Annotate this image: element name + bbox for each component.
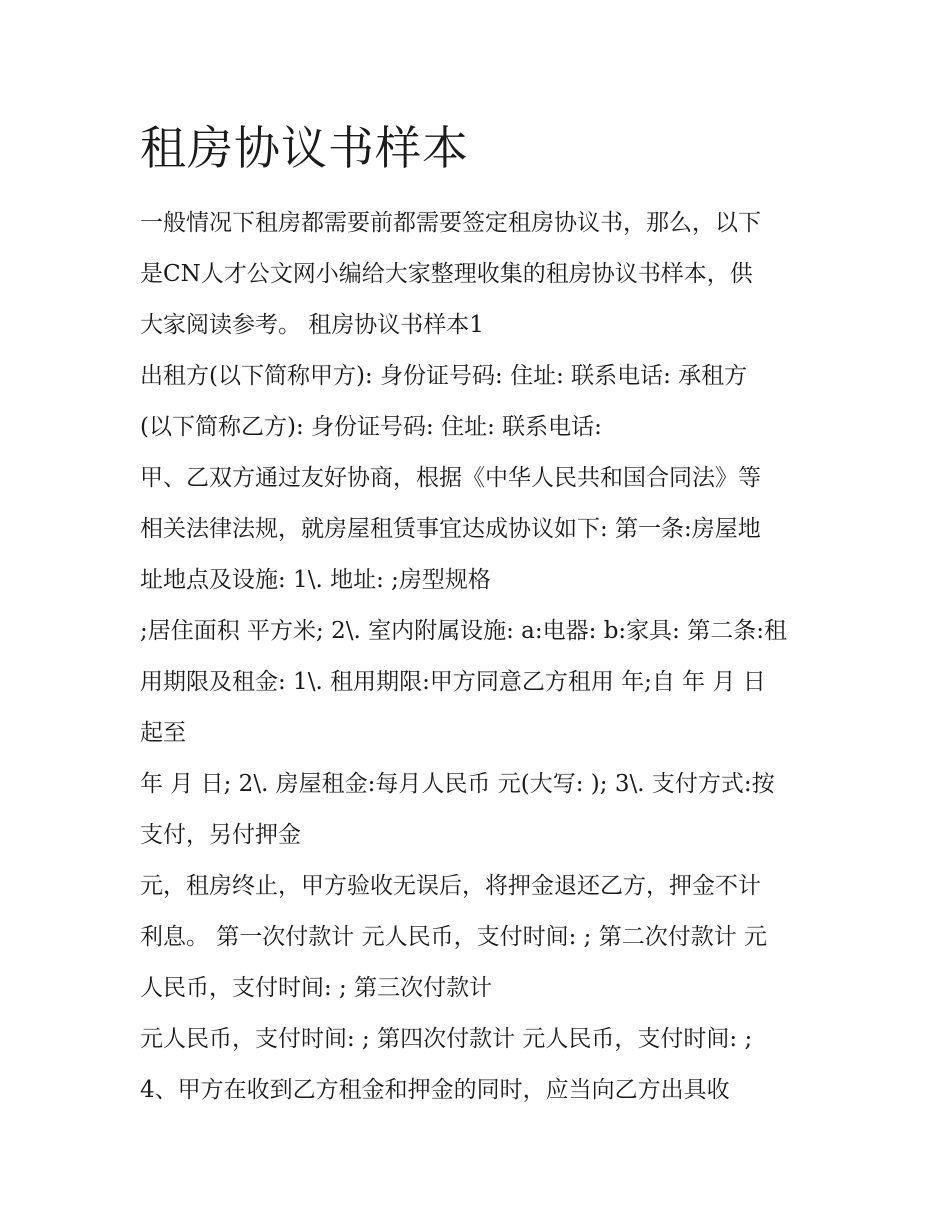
text-line: 起至 xyxy=(140,720,186,746)
text-line: 甲、乙双方通过友好协商，根据《中华人民共和国合同法》等 xyxy=(140,465,761,491)
text-line: 出租方(以下简称甲方): 身份证号码: 住址: 联系电话: 承租方 xyxy=(140,363,748,389)
text-line: 一般情况下租房都需要前都需要签定租房协议书，那么，以下 xyxy=(140,210,761,236)
text-line: 大家阅读参考。 租房协议书样本1 xyxy=(140,312,484,338)
text-line: 址地点及设施: 1\. 地址: ;房型规格 xyxy=(140,567,491,593)
text-line: (以下简称乙方): 身份证号码: 住址: 联系电话: xyxy=(140,414,602,440)
text-line: ;居住面积 平方米; 2\. 室内附属设施: a:电器: b:家具: 第二条:租 xyxy=(140,618,787,644)
text-line: 4、甲方在收到乙方租金和押金的同时，应当向乙方出具收 xyxy=(140,1077,730,1103)
text-line: 用期限及租金: 1\. 租用期限:甲方同意乙方租用 年;自 年 月 日 xyxy=(140,669,766,695)
text-line: 是CN人才公文网小编给大家整理收集的租房协议书样本，供 xyxy=(140,261,753,287)
text-line: 元，租房终止，甲方验收无误后，将押金退还乙方，押金不计 xyxy=(140,873,761,899)
text-line: 人民币，支付时间: ; 第三次付款计 xyxy=(140,975,493,1001)
text-line: 相关法律法规，就房屋租赁事宜达成协议如下: 第一条:房屋地 xyxy=(140,516,761,542)
text-line: 元人民币，支付时间: ; 第四次付款计 元人民币，支付时间: ; xyxy=(140,1026,753,1052)
text-line: 年 月 日; 2\. 房屋租金:每月人民币 元(大写: ); 3\. 支付方式:按 xyxy=(140,771,775,797)
text-line: 支付，另付押金 xyxy=(140,822,301,848)
document-body xyxy=(140,198,830,1116)
document-title: 租房协议书样本 xyxy=(140,121,469,175)
text-line: 利息。 第一次付款计 元人民币，支付时间: ; 第二次付款计 元 xyxy=(140,924,768,950)
